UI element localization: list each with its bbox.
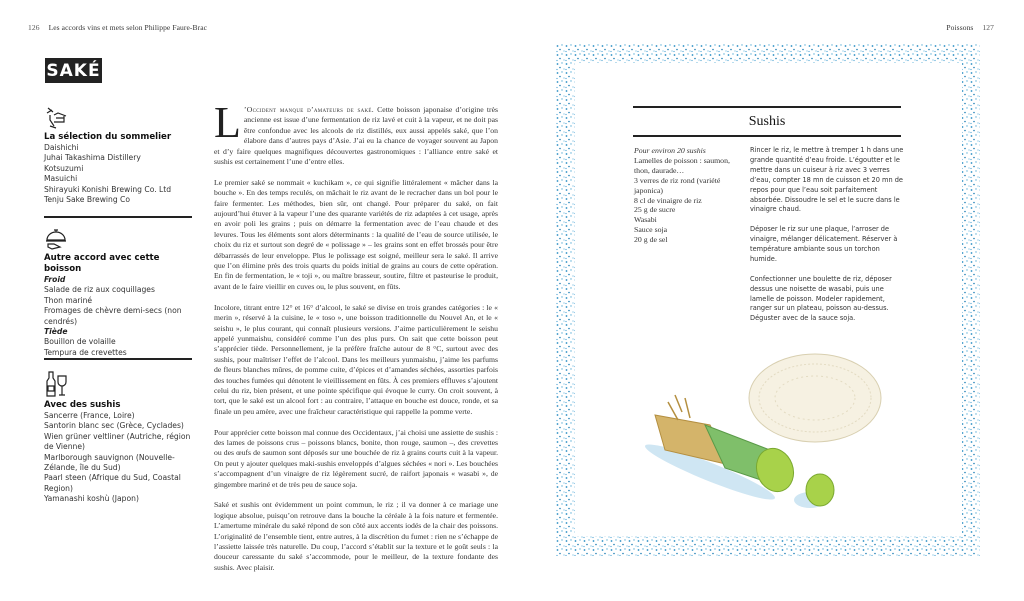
divider [44, 358, 192, 360]
wine-item: Yamanashi koshù (Japon) [44, 494, 139, 504]
pairing-item: Bouillon de volaille [44, 337, 116, 347]
ingredient: 3 verres de riz rond (variété japonica) [634, 175, 721, 195]
wine-item: Paarl steen (Afrique du Sud, Coastal Region) [44, 473, 181, 493]
wine-item: Santorin blanc sec (Grèce, Cyclades) [44, 421, 184, 431]
recipe-title: Sushis [633, 106, 901, 137]
paragraph-2: Le premier saké se nommait « kuchikam », ce qui signifie littéralement « mâcher dans la bouche ». En des temps reculés, on mâchait le riz avant de le recracher dans un bol pour le faire fermenter. Les méthodes, bien sûr, ont changé. Pour préparer du saké, on fait aujourd’hui étuver à la vapeur l’une des quarante variétés de riz adaptées à cet usage, après en avoir poli les grains ; puis on démarre la fermentation avec de l’eau chaude et des levures. Tous les éléments sont alors déterminants : la qualité de l’eau de source utilisée, le choix du riz et surtout son degré de « polissage » – les grains sont en effet brossés pour être débarrassés de leur enveloppe. Plus le polissage est soigné, meilleur sera le saké. Il arrive que l’on élimine près des trois quarts du poids initial de grains au cours de cette opération. En fin de fermentation, le « toji », ou maître brasseur, soutire, filtre et pasteurise le produit, avant de le faire vieillir en cuves ou, le plus souvent, en fûts. [214, 177, 498, 291]
recipe-steps [750, 146, 908, 334]
wasabi-and-rice-illustration [620, 340, 920, 515]
sommelier-item: Juhai Takashima Distillery [44, 153, 141, 163]
paragraph-3: Incolore, titrant entre 12° et 16° d’alcool, le saké se divise en trois grandes catégories : le « merin », réservé à la cuisine, le « toso », une boisson traditionnelle du Nouvel An, et le « seishu », le plus courant, qui connaît plusieurs versions. J’aime particulièrement le seishu appelé yunmaishu, considéré comme l’un des plus purs. On sait que cette boisson peut s’apprécier tiède. Personnellement, je la préfère fraîche autour de 8 °C, surtout avec des sushis, pour maîtriser l’effet de l’alcool. Dans les meilleurs yunmaishu, j’aime les parfums de fleurs blanches mûres, de pomme cuite, d’épices et d’amandes séchées, assorties parfois des touches fumées qui dénotent le vieillissement en fûts. À ces premiers effluves s’ajoutent celui du riz, bien présent, et une pointe spécifique qui évoque le curry. On croit souvent, à tort, que le saké est un alcool fort : au contraire, l’attaque en bouche est douce, ronde, et sa finale un peu amère, avec une fraîcheur caractéristique qui rappelle la pomme verte. [214, 302, 498, 416]
pairing-item: Thon mariné [44, 295, 93, 305]
chapter-title: Poissons [946, 23, 974, 32]
group-label-tiede: Tiède [44, 327, 68, 337]
ingredients-list [634, 146, 744, 245]
pairing-item: Fromages de chèvre demi-secs (non cendrés) [44, 306, 182, 326]
section-title: SAKÉ [45, 58, 102, 83]
paragraph-1 [214, 98, 498, 167]
ingredient: Lamelles de poisson : saumon, thon, daurade… [634, 155, 730, 175]
wine-item: Marlborough sauvignon (Nouvelle-Zélande, île du Sud) [44, 452, 175, 473]
lead-in: ’Occident manque d’amateurs de saké. [243, 105, 374, 114]
paragraph-4: Pour apprécier cette boisson mal connue des Occidentaux, j’ai choisi une assiette de sushis : des lames de poissons crus – poissons blancs, bonite, thon rouge, saumon –, des crevettes ou des œufs de saumon sont déposés sur une bouchée de riz à grains courts cuit à la vapeur. On peut y ajouter quelques maki-sushis enveloppés d’algues séchées « nori ». Les bouchées s’accompagnent d’un vinaigre de riz légèrement sucré, de raifort japonais « wasabi », de gingembre mariné et de très peu de sauce soja. [214, 427, 498, 489]
step-3: Confectionner une boulette de riz, déposer dessus une noisette de wasabi, puis une lamelle de poisson. Modeler rapidement, ranger sur un plateau, poisson au-dessus. Déguster avec de la sauce soja. [750, 274, 892, 323]
book-title: Les accords vins et mets selon Philippe Faure-Brac [48, 23, 208, 32]
running-head-left [28, 23, 207, 32]
wine-item: Wien grüner veltliner (Autriche, région de Vienne) [44, 431, 191, 452]
ingredient: Wasabi [634, 215, 657, 225]
ingredient: Sauce soja [634, 225, 668, 235]
page-number-right: 127 [982, 23, 994, 32]
wine-bottle-glass-icon [44, 370, 68, 398]
ingredient: 8 cl de vinaigre de riz [634, 195, 702, 205]
sommelier-item: Tenju Sake Brewing Co [44, 195, 131, 205]
with-sushi-heading: Avec des sushis [44, 400, 121, 410]
paragraph-5: Saké et sushis ont évidemment un point commun, le riz ; il va donner à ce mariage une logique absolue, puisqu’on retrouve dans la bouche la céréale à la fois nature et fermentée. L’amertume minérale du saké répond de son côté aux accents iodés de la chair des poissons. L’originalité de l’ensemble tient, entre autres, à la discrétion du fumet : rien ne s’échappe de l’assiette laissée très naturelle. Du coup, l’accord s’établit sur la texture et le goût seuls : la douceur caressante du saké s’accommode, pour le meilleur, de la texture fondante des sushis. Avec plaisir. [214, 500, 498, 572]
divider [44, 216, 192, 218]
running-head-right [946, 23, 994, 32]
wine-item: Sancerre (France, Loire) [44, 411, 135, 420]
cloche-icon [44, 227, 68, 251]
pairing-item: Salade de riz aux coquillages [44, 285, 155, 295]
group-label-froid: Froid [44, 275, 66, 284]
step-2: Déposer le riz sur une plaque, l’arroser de vinaigre, mélanger délicatement. Réserver à température ambiante sous un torchon humide. [750, 225, 898, 263]
sidebar-other-pairing [44, 227, 192, 358]
sommelier-item: Shirayuki Konishi Brewing Co. Ltd [44, 184, 172, 194]
paragraph-1-text: Cette boisson japonaise d’origine très ancienne est issue d’une fermentation de riz lavé et cuit à la vapeur, et ne doit pas être confondue avec les alcools de riz distillés, eux aussi appelés saké, que l’on élabore dans d’autres pays d’Asie. J’ai eu la chance de voyager souvent au Japon et d’y faire quelques magnifiques découvertes gastronomiques : l’alliance entre saké et sushis est certainement l’une d’entre elles. [214, 105, 498, 167]
dropcap: L [214, 98, 241, 147]
sommelier-heading: La sélection du sommelier [44, 132, 172, 142]
ingredient: 25 g de sucre [634, 205, 676, 215]
pairing-item: Tempura de crevettes [44, 347, 127, 357]
other-pairing-heading: Autre accord avec cette boisson [44, 253, 160, 274]
sidebar-sommelier [44, 106, 192, 205]
step-1: Rincer le riz, le mettre à tremper 1 h dans une grande quantité d’eau froide. L’égoutter et le mettre dans un cuiseur à riz avec 3 verres d’eau, compter 18 mn de cuisson et 20 mn de repos pour que l’eau soit parfaitement absorbée. Dissoudre le sel et le sucre dans le vinaigre chaud. [750, 146, 904, 214]
page-number-left: 126 [28, 23, 40, 32]
serving-size: Pour environ 20 sushis [634, 146, 706, 155]
sommelier-icon [44, 106, 68, 130]
ingredient: 20 g de sel [634, 235, 668, 245]
sidebar-with-sushi [44, 370, 192, 505]
sommelier-item: Kotsuzumi [44, 163, 84, 173]
sommelier-item: Masuichi [44, 174, 78, 184]
article-body [214, 98, 498, 584]
sommelier-item: Daishichi [44, 143, 79, 152]
